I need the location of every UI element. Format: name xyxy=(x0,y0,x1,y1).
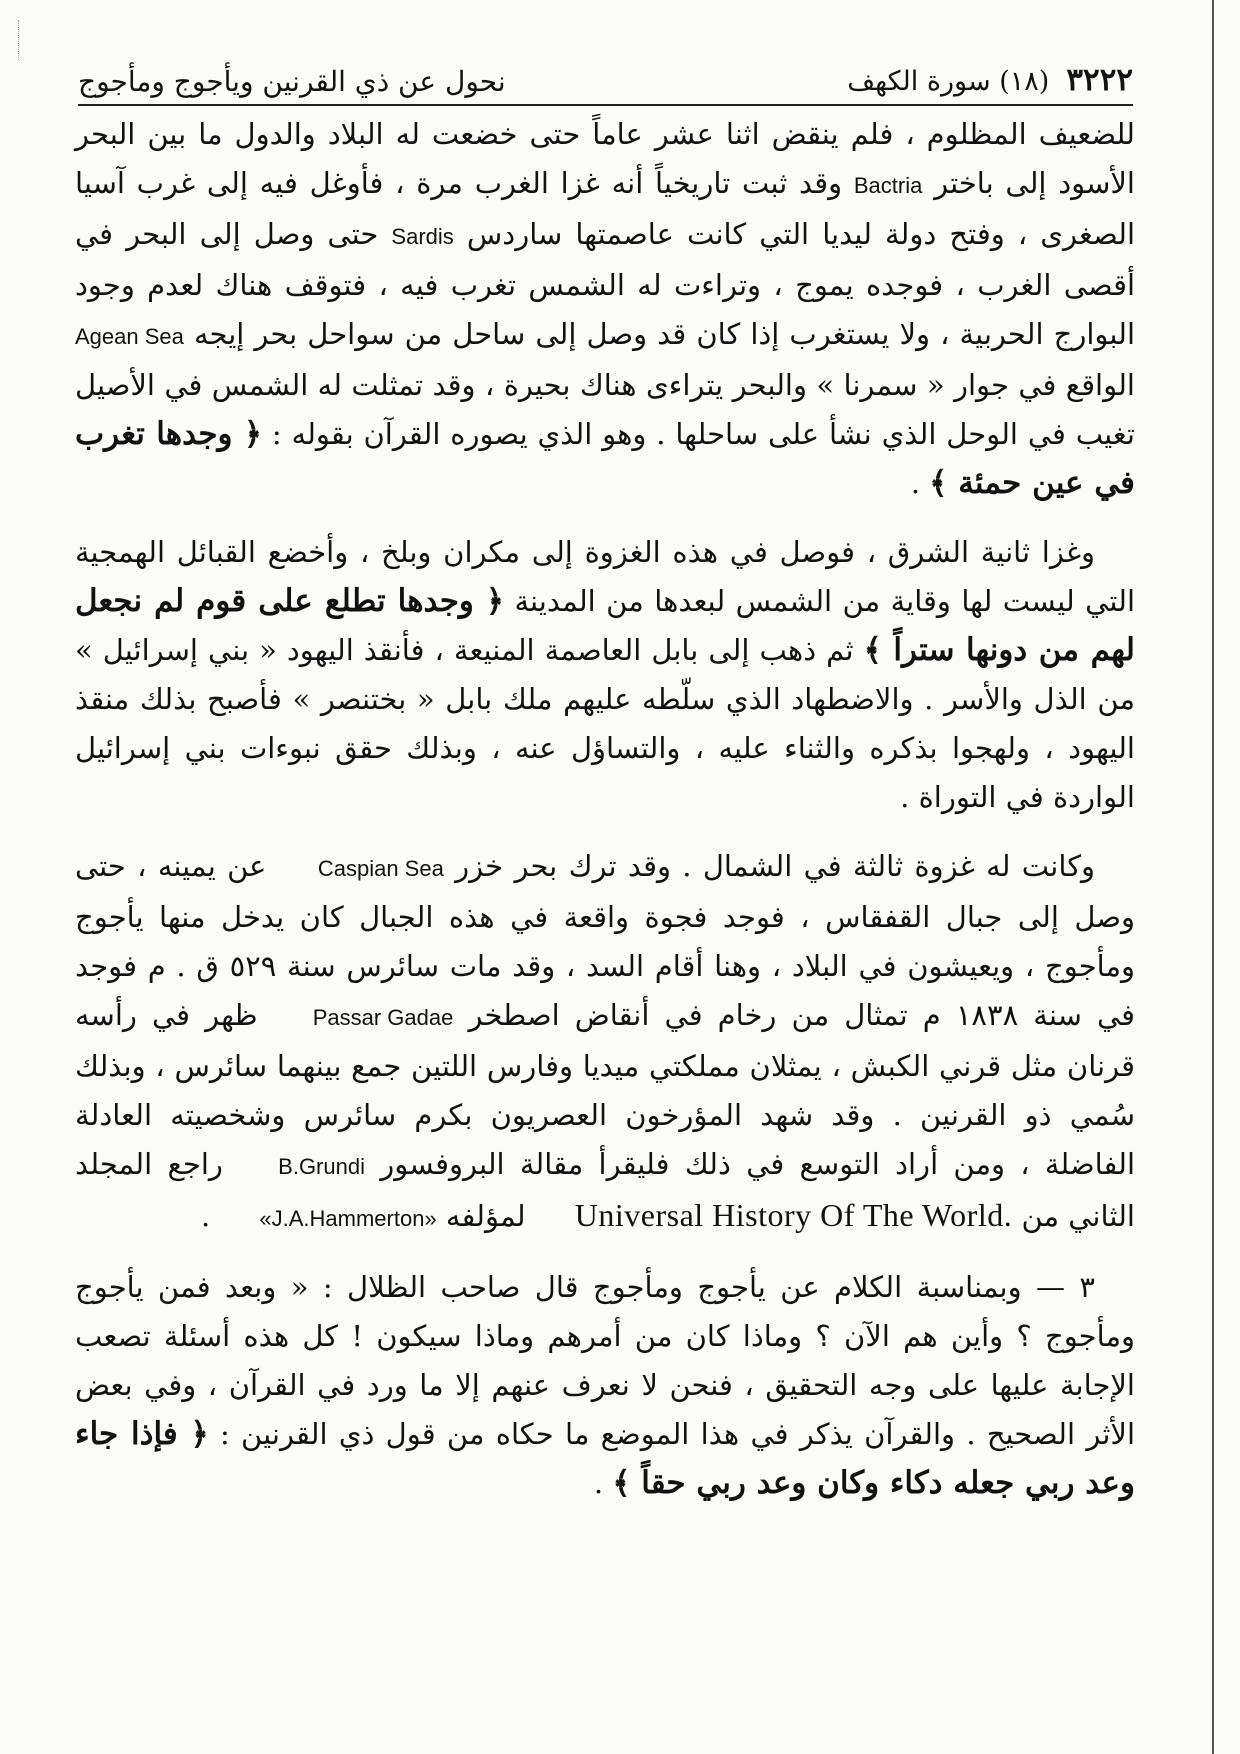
p1-text-a: للضعيف المظلوم ، فلم ينقض اثنا عشر عاماً حتى خضعت له البلاد والدول ما بين البحر الأسود إلى باختر xyxy=(75,117,1135,200)
paragraph-3 xyxy=(75,842,1135,1243)
paragraph-4 xyxy=(75,1263,1135,1508)
p1-end: . xyxy=(910,466,921,500)
paragraph-2 xyxy=(75,528,1135,822)
p1-text-b: وقد ثبت تاريخياً أنه غزا الغرب مرة ، فأوغل فيه إلى غرب آسيا الصغرى ، وفتح دولة ليديا التي كانت عاصمتها ساردس xyxy=(75,166,1136,251)
p3-latin-book: Universal History Of The World. xyxy=(574,1197,1013,1233)
p1-latin-sardis: Sardis xyxy=(391,224,454,249)
p2-text-a: وغزا ثانية الشرق ، فوصل في هذه الغزوة إلى مكران وبلخ ، وأخضع القبائل الهمجية التي ليست لها وقاية من الشمس لبعدها من المدينة xyxy=(75,535,1135,618)
p3-latin-caspian: Caspian Sea xyxy=(317,856,444,881)
page-header xyxy=(78,52,1133,106)
p3-text-a: وكانت له غزوة ثالثة في الشمال . وقد ترك بحر خزر xyxy=(455,849,1096,883)
p4-text-a: ٣ — وبمناسبة الكلام عن يأجوج ومأجوج قال صاحب الظلال : « وبعد فمن يأجوج ومأجوج ؟ وأين هم الآن ؟ وماذا كان من أمرهم وماذا سيكون ! كل هذه أسئلة تصعب الإجابة عليها على وجه التحقيق ، فنحن لا نعرف عنهم إلا ما ورد في القرآن ، وفي بعض الأثر الصحيح . والقرآن يذكر في هذا الموضع ما حكاه من قول ذي القرنين : xyxy=(75,1270,1136,1451)
p4-end: . xyxy=(593,1466,604,1500)
p1-quran-quote: ﴿ وجدها تغرب في عين حمئة ﴾ xyxy=(75,416,1135,501)
paragraph-1 xyxy=(75,110,1135,508)
p2-text-b: ثم ذهب إلى بابل العاصمة المنيعة ، فأنقذ اليهود « بني إسرائيل » من الذل والأسر . والاضطهاد الذي سلّطه عليهم ملك بابل « بختنصر » فأصبح بذلك منقذ اليهود ، ولهجوا بذكره والثناء عليه ، والتساؤل عنه ، وبذلك حقق نبوءات بني إسرائيل الواردة في التوراة . xyxy=(75,633,1135,814)
p3-text-b: عن يمينه ، حتى وصل إلى جبال القفقاس ، فوجد فجوة واقعة في هذه الجبال كان يدخل منها يأجوج ومأجوج ، ويعيشون في البلاد ، وهنا أقام السد ، وقد مات سائرس سنة ٥٢٩ ق . م فوجد في سنة ١٨٣٨ م تمثال من رخام في أنقاض اصطخر xyxy=(75,849,1136,1032)
p2-quran-quote: ﴿ وجدها تطلع على قوم لم نجعل لهم من دونها ستراً ﴾ xyxy=(75,583,1135,668)
p1-latin-bactria: Bactria xyxy=(853,173,923,198)
p1-text-c: حتى وصل إلى البحر في أقصى الغرب ، فوجده يموج ، وتراءت له الشمس تغرب فيه ، فتوقف هناك لعدم وجود البوارج الحربية ، ولا يستغرب إذا كان قد وصل إلى ساحل من سواحل بحر إيجه xyxy=(75,217,1136,351)
p1-latin-agean: Agean Sea xyxy=(75,324,184,349)
page-number: ٣٢٢٢ xyxy=(1066,62,1133,98)
p3-text-d: راجع المجلد الثاني من xyxy=(75,1147,1135,1233)
p3-latin-author: «J.A.Hammerton» xyxy=(259,1206,437,1231)
p1-text-d: الواقع في جوار « سمرنا » والبحر يتراءى هناك بحيرة ، وقد تمثلت له الشمس في الأصيل تغيب في الوحل الذي نشأ على ساحلها . وهو الذي يصوره القرآن بقوله : xyxy=(75,368,1135,451)
scan-corner-mark xyxy=(18,20,20,60)
p3-end: . xyxy=(200,1199,211,1233)
body-text xyxy=(75,110,1135,1508)
p3-latin-grundi: B.Grundi xyxy=(278,1154,365,1179)
p3-latin-passar: Passar Gadae xyxy=(312,1005,454,1030)
p3-text-c: ظهر في رأسه قرنان مثل قرني الكبش ، يمثلان مملكتي ميديا وفارس اللتين جمع بينهما سائرس ، وبذلك سُمي ذو القرنين . وقد شهد المؤرخون العصريون بكرم سائرس وشخصيته العادلة الفاضلة ، ومن أراد التوسع في ذلك فليقرأ مقالة البروفسور xyxy=(75,998,1136,1181)
p3-text-e: لمؤلفه xyxy=(445,1199,526,1233)
page-margin-rule xyxy=(1212,0,1214,1754)
surah-label: (١٨) سورة الكهف xyxy=(847,66,1050,97)
p4-quran-quote: ﴿ فإذا جاء وعد ربي جعله دكاء وكان وعد ربي حقاً ﴾ xyxy=(75,1416,1135,1501)
page-title: نحول عن ذي القرنين ويأجوج ومأجوج xyxy=(78,65,506,98)
header-right xyxy=(847,62,1133,98)
